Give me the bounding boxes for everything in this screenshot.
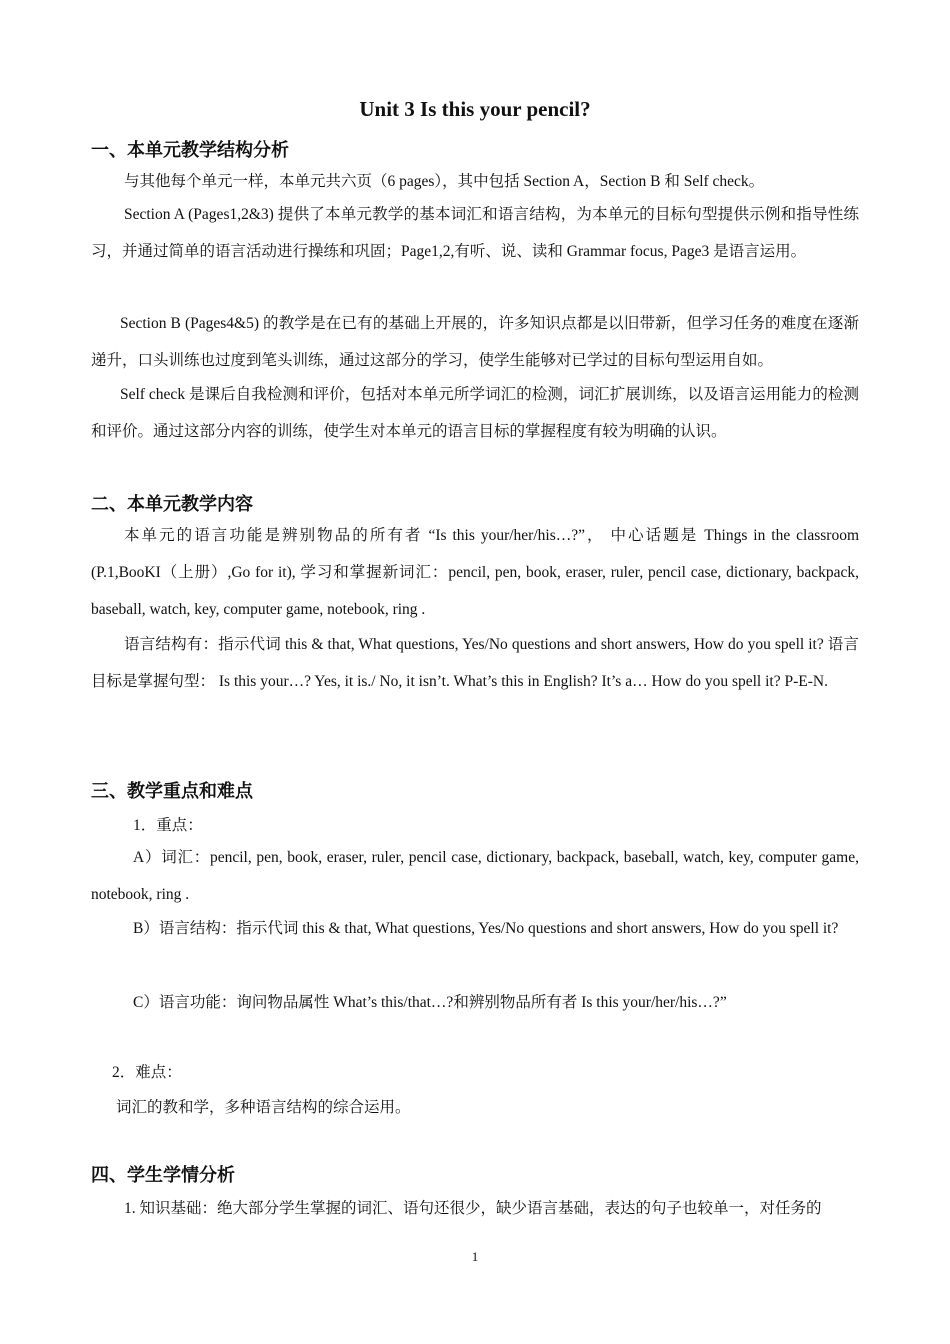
difficulty-text: 词汇的教和学，多种语言结构的综合运用。 (116, 1099, 411, 1116)
section-1-paragraph-1: 与其他每个单元一样，本单元共六页（6 pages），其中包括 Section A，Section B 和 Self check。 (124, 173, 765, 190)
difficulty-label: 2．难点： (112, 1064, 182, 1081)
key-points-vocabulary: A）词汇：pencil, pen, book, eraser, ruler, pencil case, dictionary, backpack, baseball, watch, key, computer game, notebook, ring . (91, 849, 859, 903)
key-points-structure: B）语言结构：指示代词 this & that, What questions, Yes/No questions and short answers, How do you spell it? (133, 920, 839, 937)
section-2-paragraph-2: 语言结构有：指示代词 this & that, What questions, Yes/No questions and short answers, How do you spell it? 语言目标是掌握句型： Is this your…? Yes, it is./ No, it isn’t. What’s this in English? It’s a… How do you spell it? P-E-N. (91, 636, 859, 690)
section-4-paragraph-1: 1. 知识基础：绝大部分学生掌握的词汇、语句还很少，缺少语言基础，表达的句子也较单一，对任务的 (124, 1200, 822, 1217)
section-1-heading: 一、本单元教学结构分析 (91, 140, 289, 160)
key-points-function: C）语言功能：询问物品属性 What’s this/that…?和辨别物品所有者 Is this your/her/his…?” (133, 994, 727, 1011)
section-2-heading: 二、本单元教学内容 (91, 494, 253, 514)
section-1-paragraph-3: Section B (Pages4&5) 的教学是在已有的基础上开展的，许多知识点都是以旧带新，但学习任务的难度在逐渐递升，口头训练也过度到笔头训练，通过这部分的学习，使学生能够对已学过的目标句型运用自如。 (91, 315, 859, 369)
section-1-paragraph-2: Section A (Pages1,2&3) 提供了本单元教学的基本词汇和语言结构，为本单元的目标句型提供示例和指导性练习，并通过简单的语言活动进行操练和巩固；Page1,2,有听、说、读和 Grammar focus, Page3 是语言运用。 (91, 206, 859, 260)
section-4-heading: 四、学生学情分析 (91, 1165, 235, 1185)
section-3-heading: 三、教学重点和难点 (91, 781, 253, 801)
key-points-label: 1．重点： (133, 817, 203, 834)
section-1-paragraph-4: Self check 是课后自我检测和评价，包括对本单元所学词汇的检测，词汇扩展训练，以及语言运用能力的检测和评价。通过这部分内容的训练，使学生对本单元的语言目标的掌握程度有较为明确的认识。 (91, 386, 859, 440)
document-title: Unit 3 Is this your pencil? (359, 97, 591, 121)
page-number: 1 (471, 1249, 479, 1264)
section-2-paragraph-1: 本单元的语言功能是辨别物品的所有者 “Is this your/her/his…?”， 中心话题是 Things in the classroom (P.1,BooKI（上册）,Go for it), 学习和掌握新词汇：pencil, pen, book, eraser, ruler, pencil case, dictionary, backpack, baseball, watch, key, computer game, notebook, ring . (91, 527, 859, 618)
